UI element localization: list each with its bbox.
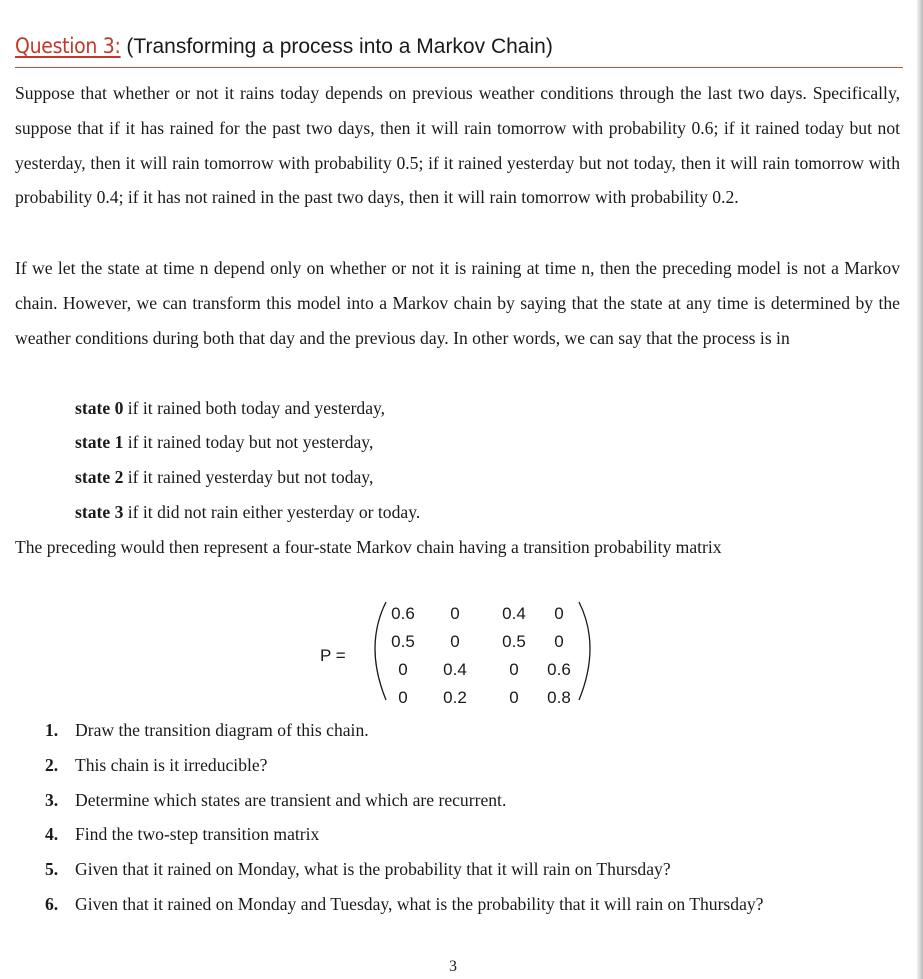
question-text: Draw the transition diagram of this chain. [75, 720, 369, 740]
question-text: Given that it rained on Monday and Tuesday, what is the probability that it will rain on Thursday? [75, 893, 764, 914]
preceding-sentence: The preceding would then represent a four-state Markov chain having a transition probability matrix [15, 537, 722, 557]
question-title: (Transforming a process into a Markov Chain) [120, 35, 553, 58]
question-number: 5. [45, 859, 59, 880]
matrix-cell-2-2: 0 [509, 660, 519, 679]
state-2-line [75, 460, 373, 495]
question-text: Find the two-step transition matrix [75, 824, 320, 845]
matrix-cell-3-2: 0 [509, 688, 519, 707]
state-3-desc: if it did not rain either yesterday or today. [123, 502, 421, 522]
page-number: 3 [449, 958, 457, 975]
state-3-name: state 3 [75, 502, 124, 522]
matrix-cell-3-0: 0 [398, 688, 408, 707]
state-2-name: state 2 [75, 467, 124, 487]
matrix-cell-2-0: 0 [398, 660, 408, 679]
matrix-cell-3-1: 0.2 [443, 688, 467, 707]
title-divider [15, 67, 903, 68]
matrix-cell-1-1: 0 [450, 632, 460, 651]
list-item [45, 852, 764, 887]
question-text: Given that it rained on Monday, what is the probability that it will rain on Thursday? [75, 859, 671, 880]
matrix-label: P = [320, 646, 346, 665]
matrix-cell-1-0: 0.5 [391, 632, 415, 651]
question-heading [15, 34, 553, 59]
question-list [45, 713, 764, 922]
question-number: 1. [45, 720, 59, 740]
state-3-line [75, 495, 420, 530]
state-1-desc: if it rained today but not yesterday, [123, 432, 374, 452]
intro-paragraph: Suppose that whether or not it rains today depends on previous weather conditions through the last two days. Specifically, suppose that if it has rained for the past two days, then it will rain tomorrow with probability 0.6; if it rained today but not yesterday, then it will rain tomorrow with probability 0.5; if it rained yesterday but not today, then it will rain tomorrow with probability 0.4; if it has not rained in the past two days, then it will rain tomorrow with probability 0.2. [15, 83, 900, 208]
state-0-name: state 0 [75, 398, 124, 418]
page-edge-shadow [917, 0, 923, 979]
matrix-cell-1-2: 0.5 [502, 632, 526, 651]
markov-paragraph: If we let the state at time n depend only on whether or not it is raining at time n, then the preceding model is not a Markov chain. However, we can transform this model into a Markov chain by saying that the state at any time is determined by the weather conditions during both that day and the previous day. In other words, we can say that the process is in [15, 258, 900, 348]
state-0-desc: if it rained both today and yesterday, [123, 398, 386, 418]
list-item [45, 817, 764, 852]
question-number: 4. [45, 824, 59, 845]
matrix-cell-2-3: 0.6 [547, 660, 571, 679]
list-item [45, 713, 764, 748]
matrix-cell-0-2: 0.4 [502, 604, 526, 623]
matrix-cell-0-0: 0.6 [391, 604, 415, 623]
transition-matrix [300, 590, 610, 715]
matrix-cell-3-3: 0.8 [547, 688, 571, 707]
list-item [45, 783, 764, 818]
state-2-desc: if it rained yesterday but not today, [123, 467, 374, 487]
question-text: This chain is it irreducible? [75, 754, 268, 775]
state-1-name: state 1 [75, 432, 124, 452]
matrix-cell-1-3: 0 [554, 632, 564, 651]
question-number: 2. [45, 754, 59, 775]
list-item [45, 887, 764, 922]
matrix-left-paren [375, 602, 386, 700]
matrix-cell-0-3: 0 [554, 604, 564, 623]
question-number: 6. [45, 893, 59, 914]
list-item [45, 748, 764, 783]
question-number: 3. [45, 789, 59, 810]
question-label: Question 3: [15, 34, 121, 58]
matrix-cell-0-1: 0 [450, 604, 460, 623]
question-text: Determine which states are transient and which are recurrent. [75, 789, 507, 810]
matrix-right-paren [579, 602, 590, 700]
state-1-line [75, 425, 373, 460]
state-0-line [75, 391, 385, 426]
matrix-cell-2-1: 0.4 [443, 660, 467, 679]
